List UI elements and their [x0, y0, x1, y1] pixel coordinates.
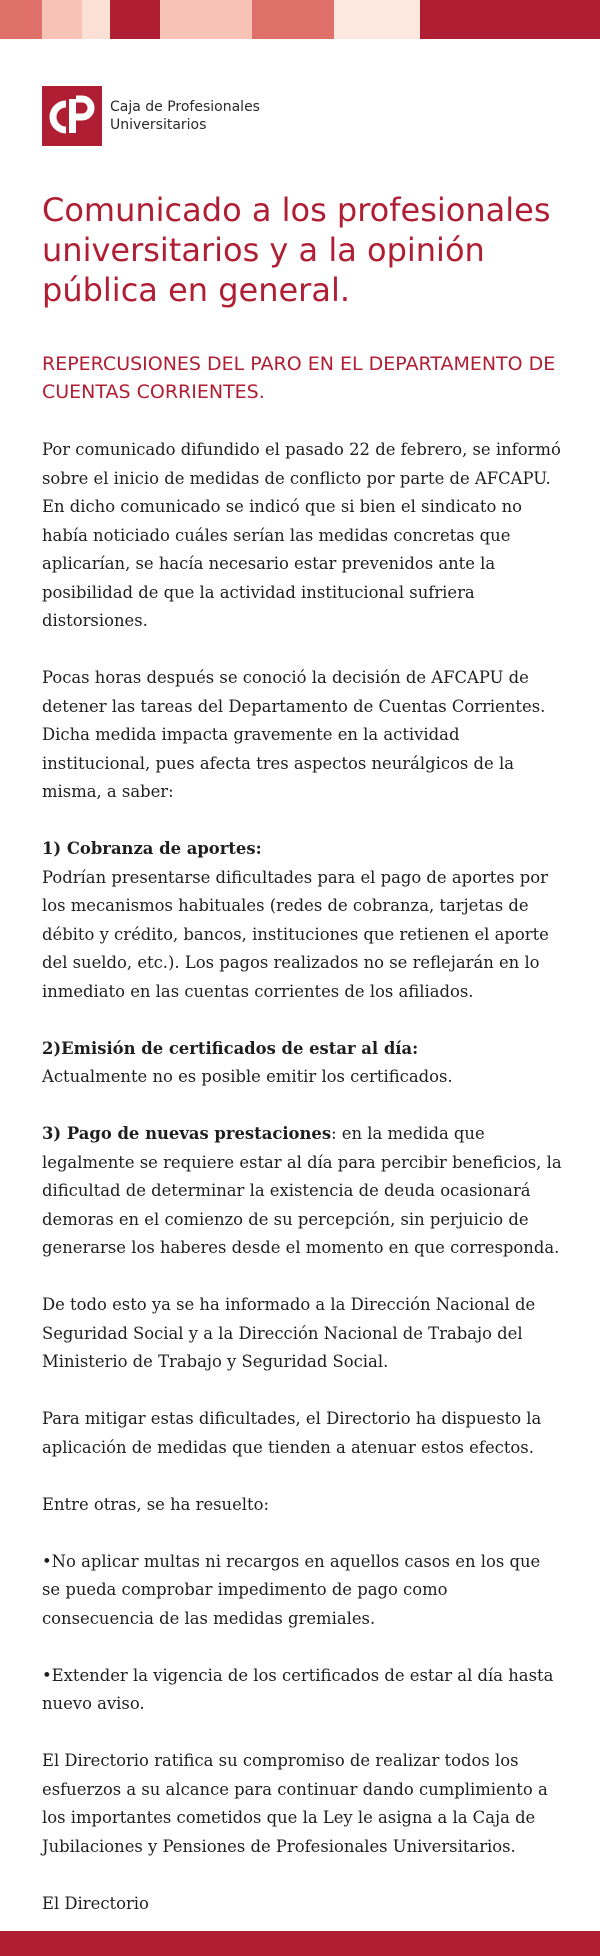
paragraph-5: Entre otras, se ha resuelto:	[42, 1494, 270, 1514]
paragraph-3: De todo esto ya se ha informado a la Dirección Nacional de Seguridad Social y a la Dirección Nacional de Trabajo del Ministerio de Trabajo y Seguridad Social.	[42, 1295, 536, 1371]
paragraph-6: El Directorio ratifica su compromiso de realizar todos los esfuerzos a su alcance para continuar dando cumplimiento a los importantes cometidos que la Ley le asigna a la Caja de Jubilaciones y Pensiones de Profesionales Universitarios.	[42, 1751, 548, 1856]
band-segment	[252, 0, 334, 39]
band-segment	[0, 0, 42, 39]
band-segment	[160, 0, 252, 39]
band-segment	[42, 0, 82, 39]
paragraph-1: Por comunicado difundido el pasado 22 de febrero, se informó sobre el inicio de medidas de conflicto por parte de AFCAPU. En dicho comunicado se indicó que si bien el sindicato no había noticiado cuáles serían las medidas concretas que aplicarían, se hacía necesario estar prevenidos ante la posibilidad de que la actividad institucional sufriera distorsiones.	[42, 440, 561, 630]
item-2-heading: 2)Emisión de certificados de estar al día:	[42, 1038, 419, 1058]
band-segment	[82, 0, 110, 39]
logo-text	[110, 98, 260, 134]
top-color-band	[0, 0, 600, 39]
bullet-2: •Extender la vigencia de los certificados de estar al día hasta nuevo aviso.	[42, 1665, 554, 1713]
paragraph-2: Pocas horas después se conoció la decisión de AFCAPU de detener las tareas del Departamento de Cuentas Corrientes. Dicha medida impacta gravemente en la actividad institucional, pues afecta tres aspectos neurálgicos de la misma, a saber:	[42, 668, 546, 801]
bullet-1: •No aplicar multas ni recargos en aquellos casos en los que se pueda comprobar impedimento de pago como consecuencia de las medidas gremiales.	[42, 1551, 541, 1628]
logo-line-2: Universitarios	[110, 117, 207, 133]
paragraph-4: Para mitigar estas dificultades, el Directorio ha dispuesto la aplicación de medidas que tienden a atenuar estos efectos.	[42, 1409, 542, 1457]
item-1-heading: 1) Cobranza de aportes:	[42, 839, 262, 858]
document-body	[42, 436, 562, 1918]
item-3	[42, 1120, 562, 1263]
bottom-color-band	[0, 1931, 600, 1956]
item-1	[42, 835, 562, 1006]
document-content	[42, 190, 562, 1947]
cjp-logo-icon	[42, 86, 102, 146]
item-3-heading: 3) Pago de nuevas prestaciones	[42, 1124, 332, 1143]
page-title: Comunicado a los profesionales universitarios y a la opinión pública en general.	[42, 191, 551, 309]
item-3-text: : en la medida que legalmente se requiere estar al día para percibir beneficios, la dificultad de determinar la existencia de deuda ocasionará demoras en el comienzo de su percepción, sin perjuicio de generarse los haberes desde el momento en que corresponda.	[42, 1124, 562, 1257]
band-segment	[420, 0, 600, 39]
item-1-text: Podrían presentarse dificultades para el pago de aportes por los mecanismos habituales (redes de cobranza, tarjetas de débito y crédito, bancos, instituciones que retienen el aporte del sueldo, etc.). Los pagos realizados no se reflejarán en lo inmediato en las cuentas corrientes de los afiliados.	[42, 867, 549, 1001]
logo	[42, 86, 260, 146]
band-segment	[110, 0, 160, 39]
signature: El Directorio	[42, 1893, 149, 1913]
band-segment	[334, 0, 420, 39]
item-2-text: Actualmente no es posible emitir los certificados.	[42, 1067, 453, 1086]
logo-line-1: Caja de Profesionales	[110, 99, 260, 115]
page-subtitle: REPERCUSIONES DEL PARO EN EL DEPARTAMENTO DE CUENTAS CORRIENTES.	[42, 353, 556, 403]
item-2	[42, 1035, 562, 1092]
